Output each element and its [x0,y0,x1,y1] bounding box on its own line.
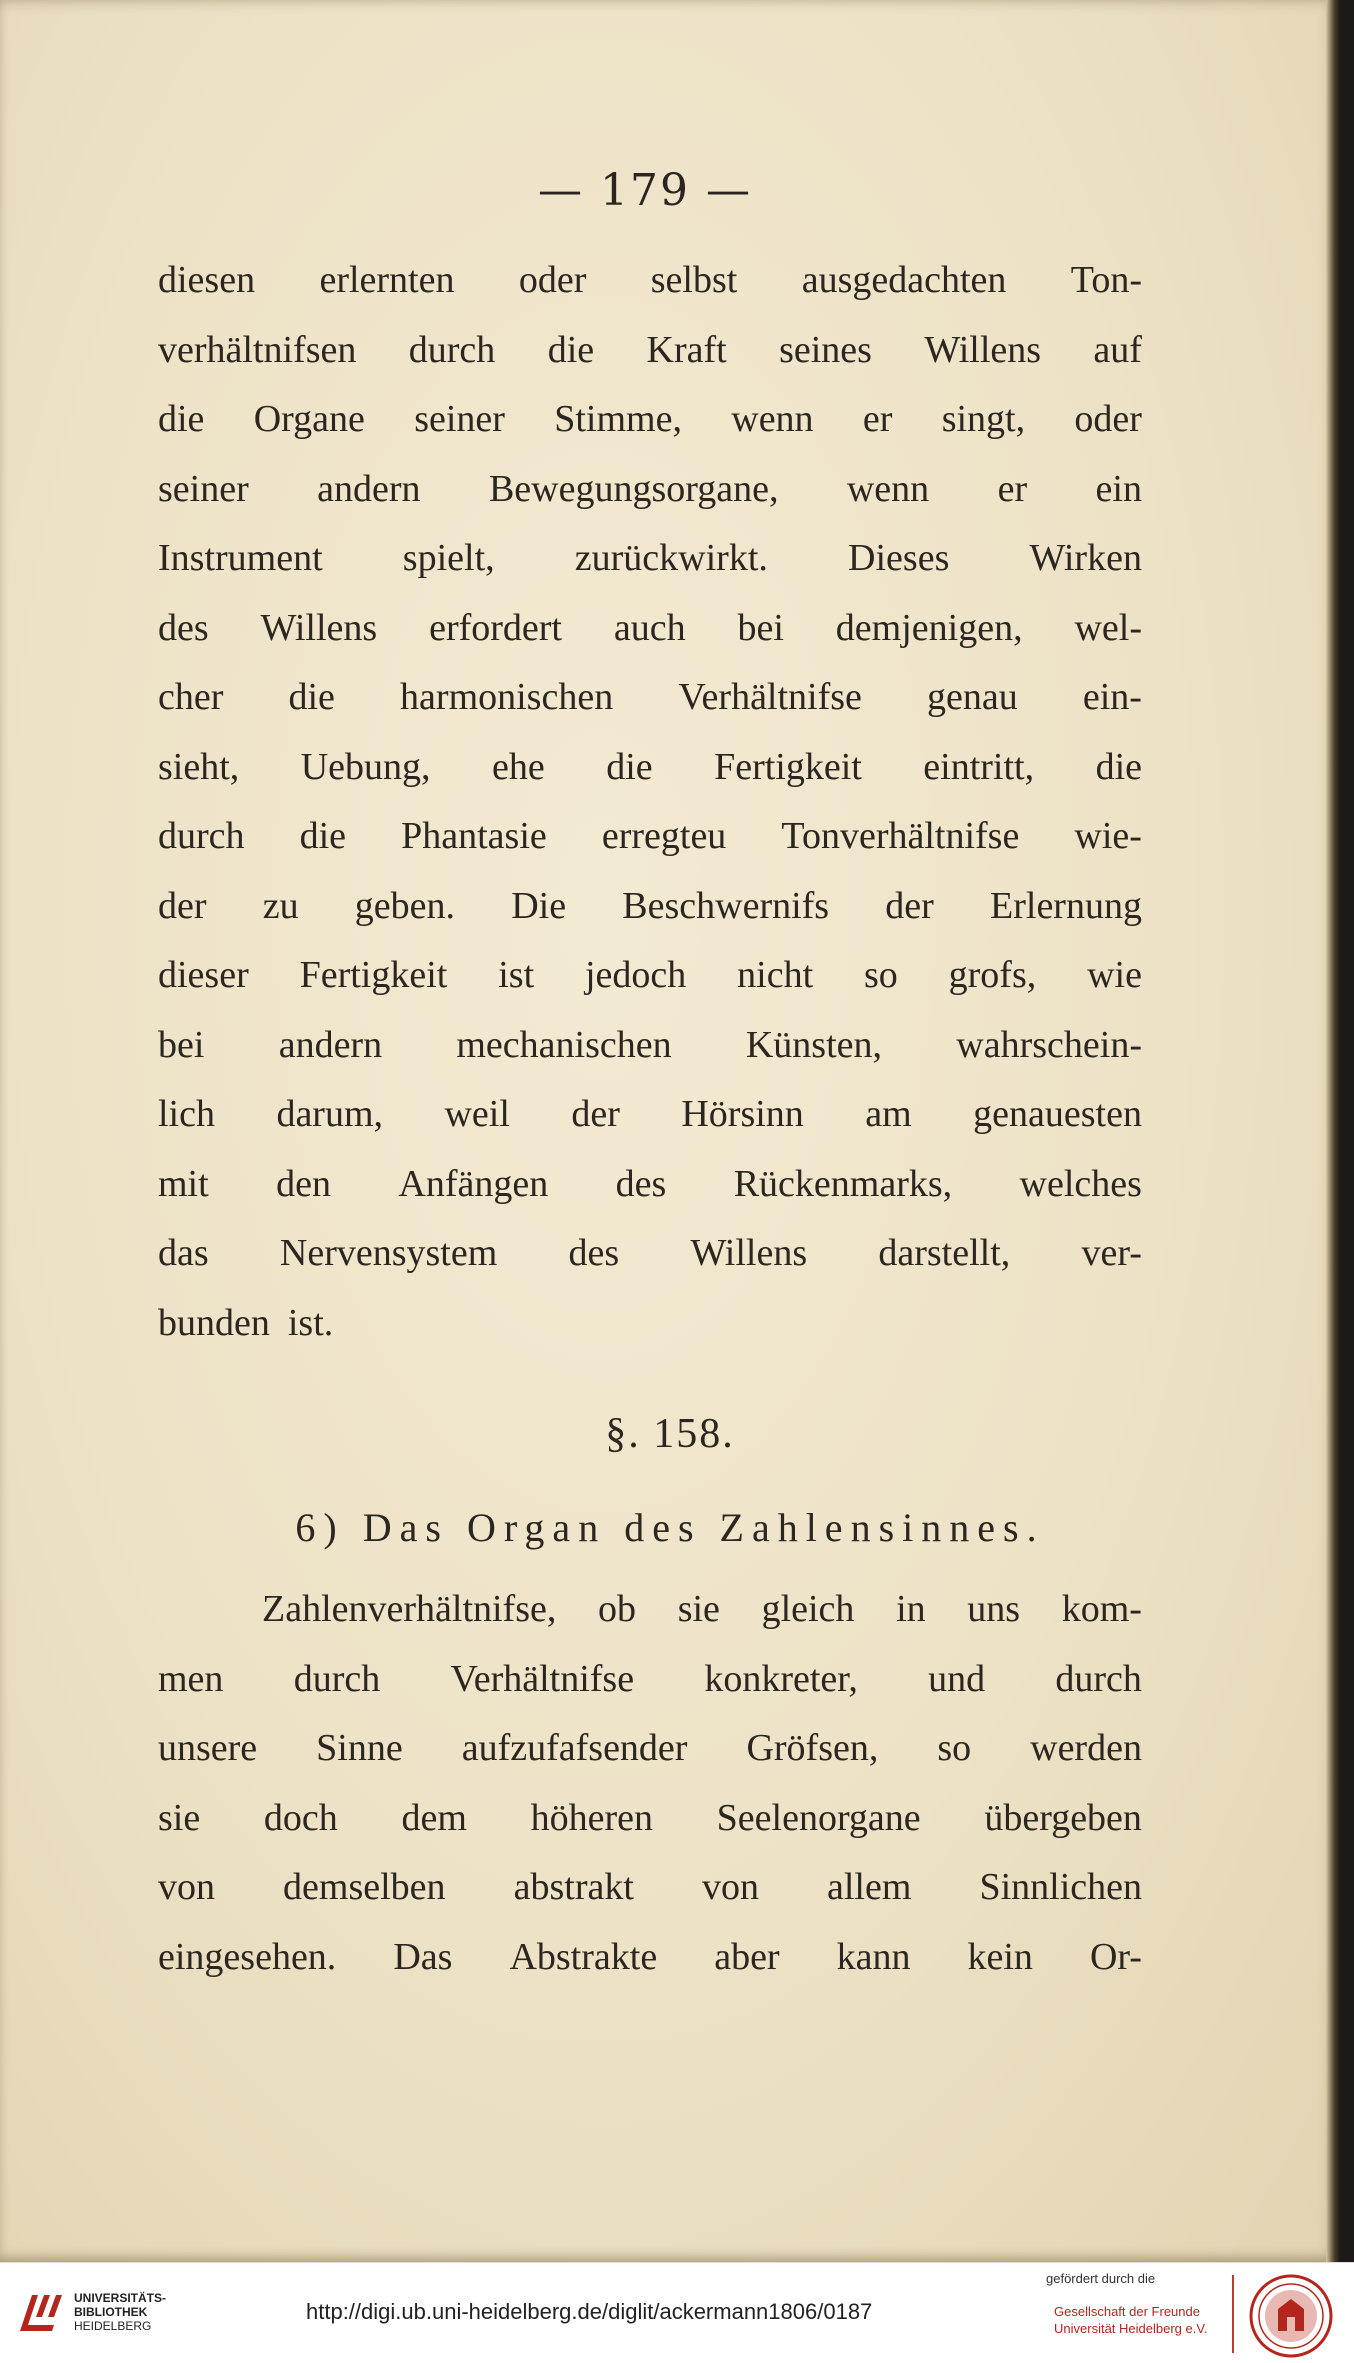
library-name-line2: BIBLIOTHEK [74,2305,148,2319]
word: von [158,1866,215,1908]
word: den [276,1162,331,1205]
word: men [158,1657,224,1700]
word: sie [677,1588,720,1630]
word: und [928,1657,986,1700]
text-line [158,606,1142,662]
word: jedoch [584,954,687,996]
word: wenn [731,398,814,440]
word: sie [158,1796,201,1839]
word: durch [158,815,245,857]
word: von [701,1866,759,1908]
text-line [158,1023,1142,1079]
word: er [862,398,893,440]
page-number: — 179 — [538,165,752,216]
word: des [158,606,209,649]
word: Beschwernifs [622,884,830,927]
word: durch [408,328,496,371]
word: unsere [158,1727,258,1769]
text-line [158,536,1142,592]
word: singt, [941,398,1026,440]
text-line [158,258,1142,314]
text-line [158,814,1142,870]
word: des [568,1232,620,1274]
word: des [615,1162,667,1205]
word: Sinne [316,1727,403,1769]
text-line [158,328,1142,384]
text-line [158,675,1142,731]
word: Dieses [848,537,950,579]
word: sieht, [158,745,240,788]
word: Uebung, [300,745,431,788]
word: Die [511,884,567,927]
text-line [158,953,1142,1009]
word: uns [967,1588,1021,1630]
word: durch [1055,1657,1142,1700]
section-mark: §. 158. [605,1411,735,1457]
word: Anfängen [398,1162,549,1205]
text-line [158,1162,1142,1218]
text-line [158,467,1142,523]
text-line [158,1301,1142,1357]
library-name [74,2291,166,2333]
word: der [158,884,207,927]
section-heading: 6) Das Organ des Zahlensinnes. [295,1505,1045,1550]
word: erfordert [429,606,562,649]
word: so [863,954,898,996]
word: wie [1087,954,1142,996]
word: andern [317,467,421,510]
word: cher [158,676,224,718]
word: dem [401,1796,467,1839]
word: die [158,398,205,440]
word: Nervensystem [279,1232,498,1274]
word: zurückwirkt. [574,537,768,579]
text-line [158,1231,1142,1287]
text-line [158,745,1142,801]
word: Fertigkeit [299,954,448,996]
word: Or- [1089,1935,1142,1978]
word: Tonverhältnifse [781,815,1020,857]
word: ob [598,1588,637,1630]
word: Sinnlichen [979,1866,1142,1908]
word: Gröfsen, [746,1727,879,1769]
word: das [158,1232,209,1274]
sponsor-name-line2: Universität Heidelberg e.V. [1054,2321,1208,2336]
text-line [158,397,1142,453]
library-name-line3: HEIDELBERG [74,2319,152,2333]
word: diesen [158,259,256,301]
text-line [158,1726,1142,1782]
page-edge [1326,0,1340,2262]
word: die [288,676,335,718]
word: andern [278,1023,383,1066]
word: welches [1019,1162,1142,1205]
word: Willens [924,328,1042,371]
word: darum, [276,1093,384,1135]
word: Kraft [646,328,727,371]
word: harmonischen [400,676,614,718]
word: genauesten [973,1093,1142,1135]
university-library-logo-icon [14,2287,68,2341]
word: eintritt, [923,745,1035,788]
word: geben. [354,884,456,927]
word: Willens [260,606,378,649]
word: aufzufafsender [461,1727,688,1769]
word: am [865,1093,912,1135]
word: Stimme, [554,398,682,440]
word: kom- [1061,1588,1142,1630]
word: eingesehen. [158,1935,337,1978]
word: die [299,815,347,857]
word: Bewegungsorgane, [488,467,779,510]
word: Verhältnifse [678,676,862,718]
word: ausgedachten [801,259,1007,301]
word: demjenigen, [835,606,1023,649]
word: ist [498,954,535,996]
word: Künsten, [745,1023,883,1066]
word: ver- [1081,1232,1142,1274]
text-line [158,1796,1142,1852]
word: aber [714,1935,780,1978]
word: Verhältnifse [450,1657,635,1700]
word: Erlernung [990,884,1142,927]
sponsor-caption: gefördert durch die [1046,2271,1156,2286]
word: seiner [158,467,249,510]
word: auf [1093,328,1142,371]
text-line [158,1092,1142,1148]
word: bei [737,606,784,649]
word: erregteu [601,815,727,857]
word: übergeben [984,1796,1142,1839]
sponsor-divider [1232,2275,1234,2353]
text-line [158,884,1142,940]
sponsor-name-line1: Gesellschaft der Freunde [1054,2304,1200,2319]
word: ehe [492,745,545,788]
word: wahrschein- [956,1023,1142,1066]
viewer-footer [0,2262,1354,2363]
word: Abstrakte [509,1935,658,1978]
word: auch [613,606,686,649]
word: mit [158,1162,209,1205]
word: genau [927,676,1018,718]
word: die [606,745,653,788]
word: durch [293,1657,381,1700]
word: grofs, [948,954,1037,996]
permalink-url[interactable]: http://digi.ub.uni-heidelberg.de/diglit/ackermann1806/0187 [306,2299,873,2324]
word: höheren [530,1796,653,1839]
word: ein- [1082,676,1142,718]
word: Seelenorgane [716,1796,921,1839]
word: Instrument [158,537,323,579]
word: wie- [1074,815,1142,857]
word: ist. [287,1301,334,1344]
university-seal-icon [1248,2273,1334,2359]
word: doch [263,1796,338,1839]
word: bei [158,1023,205,1066]
word: werden [1030,1727,1142,1769]
word: Fertigkeit [714,745,862,788]
word: lich [158,1093,215,1135]
word: kein [967,1935,1033,1978]
word: verhältnifsen [158,328,357,371]
word: gleich [761,1588,855,1630]
word: kann [836,1935,911,1978]
library-name-line1: UNIVERSITÄTS- [74,2291,167,2305]
word: konkreter, [704,1657,858,1700]
word: Ton- [1070,259,1142,301]
word: wel- [1074,606,1142,649]
word: seiner [414,398,505,440]
word: der [885,884,934,927]
word: er [997,467,1028,510]
word: Phantasie [401,815,547,857]
word: weil [444,1093,510,1135]
word: so [937,1727,972,1769]
word: seines [779,328,872,371]
word: wenn [846,467,930,510]
word: die [547,328,595,371]
word: demselben [283,1866,446,1908]
word: zu [262,884,299,927]
word: bunden [158,1301,270,1344]
sponsor-name [1054,2303,1207,2337]
word: Organe [253,398,365,440]
word: darstellt, [878,1232,1011,1274]
word: Wirken [1029,537,1142,579]
text-line [262,1587,1142,1643]
word: oder [1074,398,1142,440]
word: Rückenmarks, [733,1162,953,1205]
word: erlernten [319,259,455,301]
text-line [158,1657,1142,1713]
word: Hörsinn [681,1093,804,1135]
word: Zahlenverhältnifse, [262,1588,557,1630]
word: ein [1095,467,1142,510]
text-line [158,1935,1142,1991]
word: spielt, [402,537,495,579]
word: allem [827,1866,912,1908]
text-line [158,1865,1142,1921]
word: in [896,1588,926,1630]
word: nicht [737,954,814,996]
word: Willens [690,1232,808,1274]
word: dieser [158,954,249,996]
word: abstrakt [513,1866,634,1908]
word: die [1095,745,1142,788]
word: oder [518,259,587,301]
word: der [571,1093,620,1135]
word: Das [393,1935,453,1978]
word: selbst [650,259,738,301]
word: mechanischen [456,1023,672,1066]
